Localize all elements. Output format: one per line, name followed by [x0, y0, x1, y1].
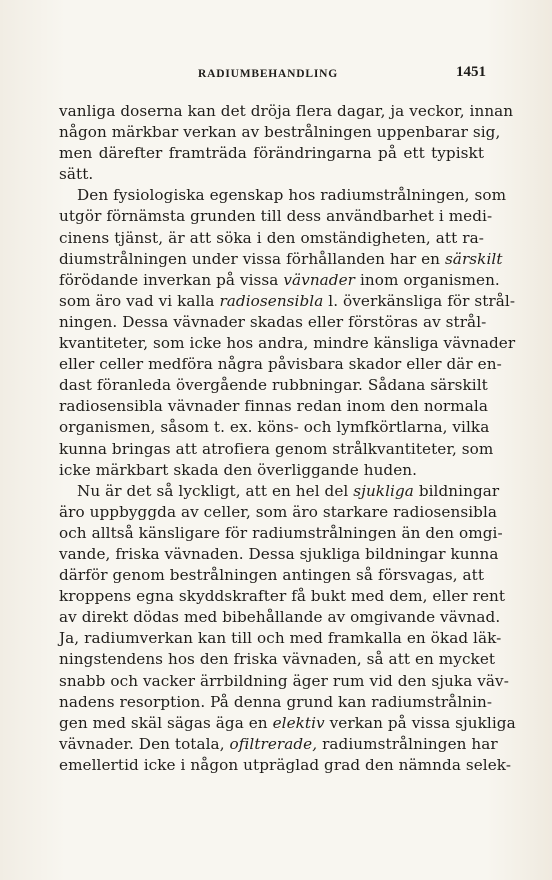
text-fragment: radiumstrålningen har: [317, 734, 498, 753]
text-line: [59, 101, 514, 122]
text-line: [59, 249, 503, 270]
text-fragment: ningstendens hos den friska vävnaden, så att en mycket: [59, 650, 496, 669]
emphasis-text: elektiv: [272, 713, 325, 732]
text-line: [59, 586, 506, 607]
text-fragment: kvantiteter, som icke hos andra, mindre känsliga vävnader: [59, 334, 516, 353]
text-fragment: radiosensibla vävnader finnas redan inom den normala: [59, 397, 488, 416]
text-line: [59, 143, 484, 164]
text-fragment: förödande inverkan på vissa: [59, 270, 284, 289]
text-fragment: kunna bringas att atrofiera genom strålkvantiteter, som: [59, 439, 494, 458]
emphasis-text: radiosensibla: [219, 291, 324, 310]
text-line: [59, 164, 484, 185]
text-fragment: verkan på vissa sjukliga: [324, 713, 516, 732]
text-line: [59, 523, 503, 544]
text-line: [59, 734, 498, 755]
text-line: [59, 333, 516, 354]
text-line: [59, 607, 501, 628]
text-fragment: gen med skäl sägas äga en: [59, 713, 273, 732]
text-line: [59, 206, 493, 227]
text-fragment: dast föranleda övergående rubbningar. Sådana särskilt: [59, 376, 488, 395]
text-fragment: vävnader. Den totala,: [59, 734, 230, 753]
text-fragment: cinens tjänst, är att söka i den omständigheten, att ra-: [59, 228, 484, 247]
text-fragment: men därefter framträda förändringarna på ett typiskt: [59, 144, 484, 163]
running-title: RADIUMBEHANDLING: [198, 68, 338, 80]
text-line: [59, 228, 484, 249]
body-text: [59, 101, 516, 776]
paragraph-first-line: [59, 185, 507, 206]
text-fragment: vande, friska vävnaden. Dessa sjukliga bildningar kunna: [59, 544, 499, 563]
running-header: [58, 64, 488, 84]
text-line: [59, 565, 484, 586]
text-line: [59, 502, 498, 523]
text-fragment: icke märkbart skada den överliggande huden.: [59, 460, 418, 479]
text-fragment: organismen, såsom t. ex. köns- och lymfkörtlarna, vilka: [59, 418, 490, 437]
text-fragment: bildningar: [413, 481, 500, 500]
text-line: [59, 375, 488, 396]
text-fragment: nadens resorption. På denna grund kan radiumstrålnin-: [59, 692, 493, 711]
text-fragment: snabb och vacker ärrbildning äger rum vid den sjuka väv-: [59, 671, 509, 690]
page-number: 1451: [456, 64, 486, 80]
text-fragment: ningen. Dessa vävnader skadas eller förstöras av strål-: [59, 312, 487, 331]
text-fragment: inom organismen.: [355, 270, 500, 289]
paragraph-first-line: [59, 481, 500, 502]
text-fragment: eller celler medföra några påvisbara skador eller där en-: [59, 355, 502, 374]
text-line: [59, 692, 493, 713]
text-fragment: Den fysiologiska egenskap hos radiumstrålningen, som: [77, 186, 507, 205]
emphasis-text: vävnader: [283, 270, 356, 289]
text-line: [59, 628, 502, 649]
text-line: [59, 312, 487, 333]
text-fragment: utgör förnämsta grunden till dess användbarhet i medi-: [59, 207, 493, 226]
text-fragment: äro uppbyggda av celler, som äro starkare radiosensibla: [59, 502, 498, 521]
text-line: [59, 354, 502, 375]
text-line: [59, 460, 484, 481]
text-fragment: därför genom bestrålningen antingen så försvagas, att: [59, 566, 485, 585]
text-line: [59, 122, 501, 143]
text-line: [59, 396, 488, 417]
text-line: [59, 270, 500, 291]
text-line: [59, 439, 494, 460]
text-fragment: Nu är det så lyckligt, att en hel del: [77, 481, 354, 500]
text-fragment: kroppens egna skyddskrafter få bukt med dem, eller rent: [59, 587, 506, 606]
text-fragment: sätt.: [59, 165, 94, 184]
text-fragment: vanliga doserna kan det dröja flera dagar, ja veckor, innan: [59, 102, 514, 120]
text-fragment: Ja, radiumverkan kan till och med framkalla en ökad läk-: [59, 629, 502, 648]
text-fragment: och alltså känsligare för radiumstrålningen än den omgi-: [59, 523, 503, 542]
text-fragment: av direkt dödas med bibehållande av omgivande vävnad.: [59, 608, 501, 627]
text-fragment: någon märkbar verkan av bestrålningen uppenbarar sig,: [59, 123, 501, 142]
text-fragment: diumstrålningen under vissa förhållanden har en: [59, 249, 445, 268]
text-line: [59, 291, 516, 312]
text-line: [59, 755, 512, 776]
emphasis-text: sjukliga: [353, 481, 414, 500]
emphasis-text: ofiltrerade,: [229, 734, 318, 753]
text-line: [59, 649, 496, 670]
text-line: [59, 417, 490, 438]
text-fragment: emellertid icke i någon utpräglad grad den nämnda selek-: [59, 755, 512, 774]
text-line: [59, 713, 516, 734]
text-line: [59, 671, 509, 692]
text-fragment: l. överkänsliga för strål-: [323, 291, 516, 310]
text-fragment: som äro vad vi kalla: [59, 291, 220, 310]
text-line: [59, 544, 499, 565]
emphasis-text: särskilt: [444, 249, 503, 268]
